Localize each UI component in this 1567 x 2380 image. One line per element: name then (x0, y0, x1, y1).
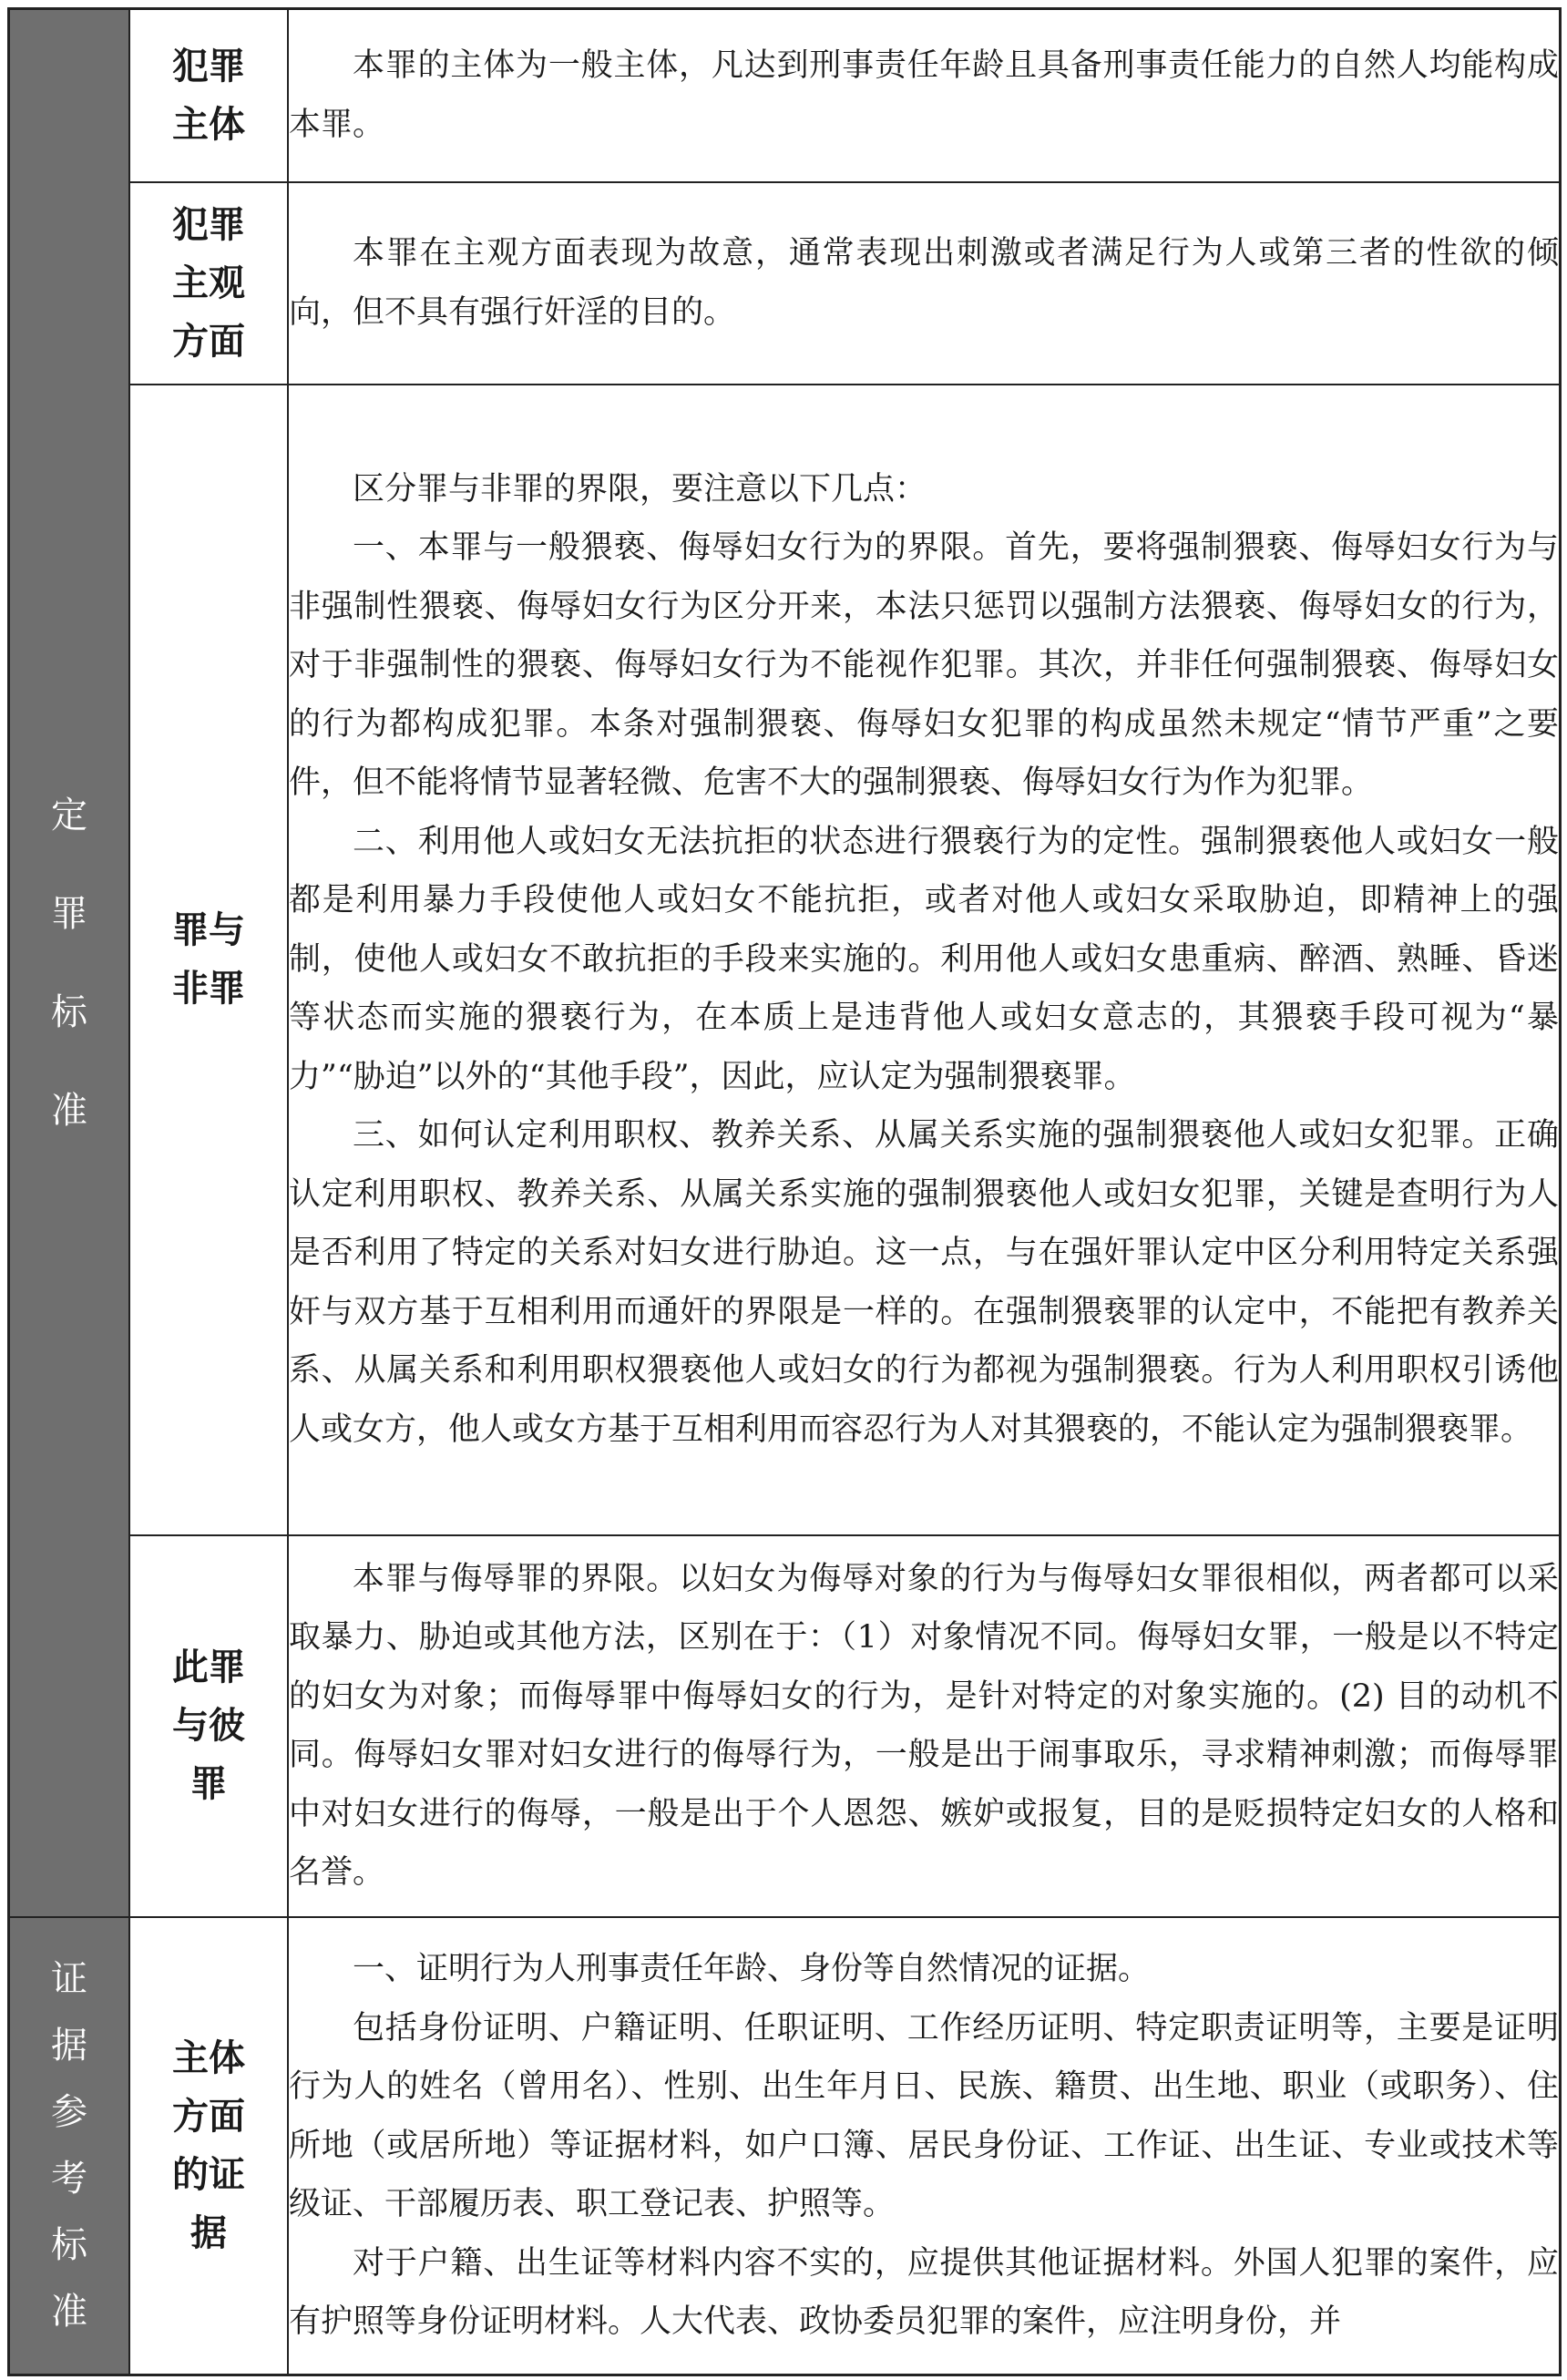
paragraph: 一、证明行为人刑事责任年龄、身份等自然情况的证据。 (353, 1951, 1151, 1987)
row-label-cell (129, 385, 288, 1535)
content-cell (288, 9, 1561, 182)
content-cell (288, 1917, 1561, 2375)
row-label-cell (129, 1917, 288, 2375)
category-cell-evidence-standard (9, 1917, 130, 2375)
content-cell (288, 385, 1561, 1535)
paragraph: 区分罪与非罪的界限，要注意以下几点： (353, 470, 927, 508)
paragraph: 包括身份证明、户籍证明、任职证明、工作经历证明、特定职责证明等，主要是证明行为人的姓名（曾用名）、性别、出生年月日、民族、籍贯、出生地、职业（或职务）、住所地（或居所地）等证据材料，如户口簿、居民身份证、工作证、出生证、专业或技术等级证、干部履历表、职工登记表、护照等。 (289, 2009, 1559, 2222)
table-row (9, 1535, 1561, 1917)
row-label: 罪与非罪 (172, 909, 245, 1010)
row-label-cell (129, 9, 288, 182)
paragraph: 本罪与侮辱罪的界限。以妇女为侮辱对象的行为与侮辱妇女罪很相似，两者都可以采取暴力、胁迫或其他方法，区别在于：（1）对象情况不同。侮辱妇女罪，一般是以不特定的妇女为对象；而侮辱罪中侮辱妇女的行为，是针对特定的对象实施的。(2) 目的动机不同。侮辱妇女罪对妇女进行的侮辱行为，一般是出于闹事取乐，寻求精神刺激；而侮辱罪中对妇女进行的侮辱，一般是出于个人恩怨、嫉妒或报复，目的是贬损特定妇女的人格和名誉。 (289, 1560, 1559, 1891)
row-label: 犯罪主体 (172, 45, 245, 146)
table-row (9, 385, 1561, 1535)
category-label: 证据参考标准 (51, 1957, 87, 2333)
paragraph: 本罪在主观方面表现为故意，通常表现出刺激或者满足行为人或第三者的性欲的倾向，但不具有强行奸淫的目的。 (289, 235, 1559, 331)
row-label-cell (129, 1535, 288, 1917)
table-row (9, 1917, 1561, 2375)
paragraph: 本罪的主体为一般主体，凡达到刑事责任年龄且具备刑事责任能力的自然人均能构成本罪。 (289, 47, 1559, 143)
paragraph: 对于户籍、出生证等材料内容不实的，应提供其他证据材料。外国人犯罪的案件，应有护照等身份证明材料。人大代表、政协委员犯罪的案件，应注明身份，并 (289, 2244, 1559, 2340)
paragraph: 三、如何认定利用职权、教养关系、从属关系实施的强制猥亵他人或妇女犯罪。正确认定利用职权、教养关系、从属关系实施的强制猥亵他人或妇女犯罪，关键是查明行为人是否利用了特定的关系对妇女进行胁迫。这一点，与在强奸罪认定中区分利用特定关系强奸与双方基于互相利用而通奸的界限是一样的。在强制猥亵罪的认定中，不能把有教养关系、从属关系和利用职权猥亵他人或妇女的行为都视为强制猥亵。行为人利用职权引诱他人或女方，他人或女方基于互相利用而容忍行为人对其猥亵的，不能认定为强制猥亵罪。 (289, 1117, 1559, 1448)
paragraph: 一、本罪与一般猥亵、侮辱妇女行为的界限。首先，要将强制猥亵、侮辱妇女行为与非强制性猥亵、侮辱妇女行为区分开来，本法只惩罚以强制方法猥亵、侮辱妇女的行为，对于非强制性的猥亵、侮辱妇女行为不能视作犯罪。其次，并非任何强制猥亵、侮辱妇女的行为都构成犯罪。本条对强制猥亵、侮辱妇女犯罪的构成虽然未规定“情节严重”之要件，但不能将情节显著轻微、危害不大的强制猥亵、侮辱妇女行为作为犯罪。 (289, 529, 1559, 802)
row-label: 犯罪主观方面 (172, 203, 245, 363)
legal-table (7, 7, 1562, 2376)
row-label: 此罪与彼罪 (172, 1647, 245, 1805)
row-label: 主体方面的证据 (172, 2036, 245, 2254)
table-row (9, 182, 1561, 385)
category-cell-conviction-standard (9, 9, 130, 1917)
table-row (9, 9, 1561, 182)
content-cell (288, 182, 1561, 385)
content-cell (288, 1535, 1561, 1917)
paragraph: 二、利用他人或妇女无法抗拒的状态进行猥亵行为的定性。强制猥亵他人或妇女一般都是利用暴力手段使他人或妇女不能抗拒，或者对他人或妇女采取胁迫，即精神上的强制，使他人或妇女不敢抗拒的手段来实施的。利用他人或妇女患重病、醉酒、熟睡、昏迷等状态而实施的猥亵行为，在本质上是违背他人或妇女意志的，其猥亵手段可视为“暴力”“胁迫”以外的“其他手段”，因此，应认定为强制猥亵罪。 (289, 823, 1559, 1095)
category-label: 定罪标准 (51, 794, 87, 1132)
row-label-cell (129, 182, 288, 385)
